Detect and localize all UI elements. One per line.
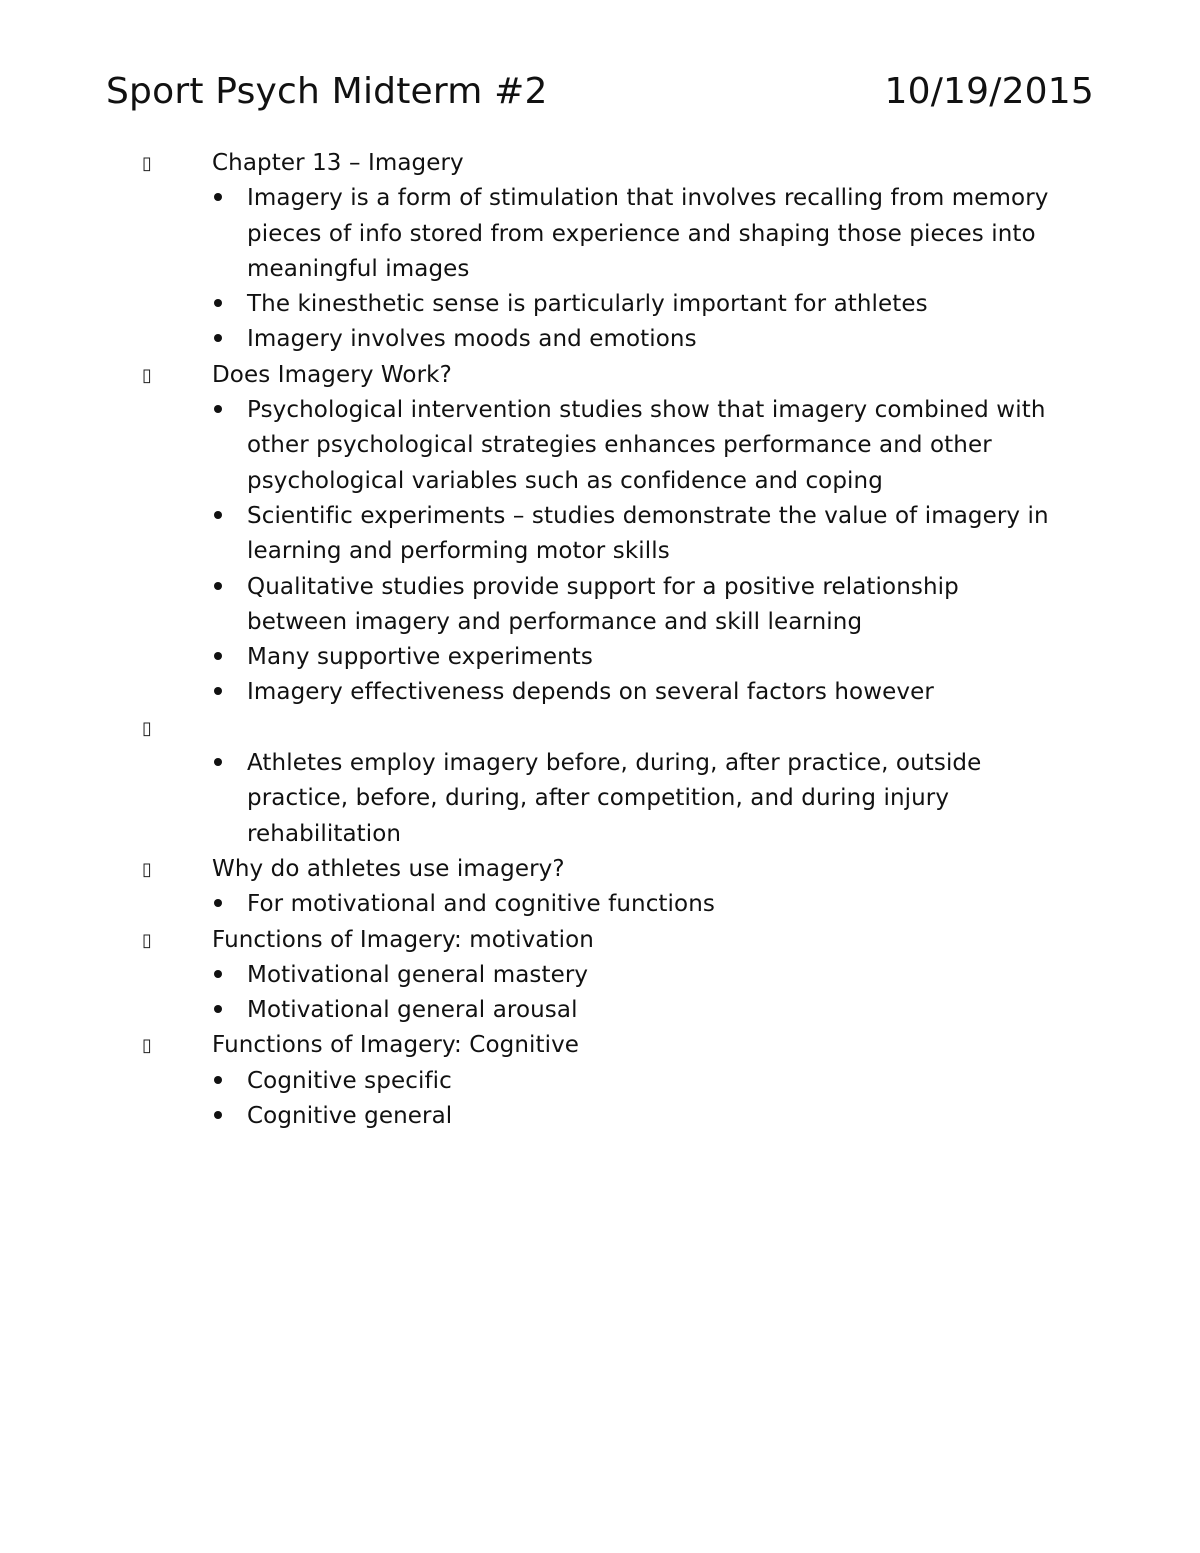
bullet-item (212, 570, 1100, 641)
bullet-item (212, 322, 1100, 357)
bullet-item (212, 993, 1100, 1028)
topic-label: Does Imagery Work? (212, 361, 452, 388)
missing-glyph-box-icon: ▯ (142, 153, 153, 174)
outline-topic (140, 852, 1100, 923)
bullet-dot-icon (214, 1111, 222, 1119)
bullet-item (212, 887, 1100, 922)
page-date: 10/19/2015 (884, 71, 1094, 112)
topic-label: Why do athletes use imagery? (212, 855, 565, 882)
bullet-dot-icon (214, 899, 222, 907)
bullet-text: Scientific experiments – studies demonstrate the value of imagery in learning and performing motor skills (247, 502, 1049, 565)
bullet-item (212, 499, 1100, 570)
bullet-dot-icon (214, 970, 222, 978)
bullet-text: For motivational and cognitive functions (247, 891, 715, 918)
topic-label: Functions of Imagery: motivation (212, 926, 594, 953)
bullet-list (212, 1064, 1100, 1135)
bullet-text: The kinesthetic sense is particularly important for athletes (247, 291, 928, 318)
outline (140, 146, 1100, 1134)
bullet-text: Motivational general mastery (247, 961, 589, 988)
bullet-text: Athletes employ imagery before, during, after practice, outside practice, before, during, after competition, and during injury rehabilitation (247, 750, 982, 847)
bullet-dot-icon (214, 405, 222, 413)
topic-label: Functions of Imagery: Cognitive (212, 1032, 580, 1059)
missing-glyph-box-icon: ▯ (142, 858, 153, 880)
bullet-text: Motivational general arousal (247, 997, 578, 1024)
bullet-text: Imagery involves moods and emotions (247, 326, 697, 353)
bullet-dot-icon (214, 652, 222, 660)
bullet-list (212, 393, 1100, 711)
outline-topic (140, 923, 1100, 1029)
bullet-item (212, 287, 1100, 322)
bullet-list (212, 746, 1100, 852)
bullet-dot-icon (214, 1005, 222, 1013)
bullet-text: Psychological intervention studies show that imagery combined with other psychological strategies enhances performance and other psychological variables such as confidence and coping (247, 397, 1046, 494)
page-title: Sport Psych Midterm #2 (106, 71, 548, 112)
bullet-text: Cognitive general (247, 1103, 453, 1130)
bullet-item (212, 181, 1100, 287)
bullet-dot-icon (214, 511, 222, 519)
bullet-item (212, 1099, 1100, 1134)
bullet-item (212, 393, 1100, 499)
bullet-dot-icon (214, 334, 222, 342)
bullet-item (212, 1064, 1100, 1099)
bullet-dot-icon (214, 687, 222, 695)
bullet-dot-icon (214, 582, 222, 590)
missing-glyph-box-icon: ▯ (142, 364, 153, 386)
bullet-dot-icon (214, 758, 222, 766)
bullet-text: Imagery effectiveness depends on several factors however (247, 679, 934, 706)
bullet-text: Cognitive specific (247, 1067, 452, 1094)
page-header (106, 68, 1094, 118)
bullet-dot-icon (214, 193, 222, 201)
bullet-text: Imagery is a form of stimulation that involves recalling from memory pieces of info stored from experience and shaping those pieces into meaningful images (247, 185, 1049, 282)
outline-topic (140, 711, 1100, 852)
bullet-item (212, 746, 1100, 852)
missing-glyph-box-icon: ▯ (142, 1035, 153, 1057)
bullet-list (212, 958, 1100, 1029)
topic-label (212, 711, 1100, 746)
outline-topic (140, 358, 1100, 711)
bullet-list (212, 181, 1100, 357)
topic-label: Chapter 13 – Imagery (212, 150, 464, 176)
bullet-item (212, 958, 1100, 993)
bullet-item (212, 640, 1100, 675)
bullet-text: Many supportive experiments (247, 644, 593, 671)
missing-glyph-box-icon: ▯ (142, 717, 153, 739)
missing-glyph-box-icon: ▯ (142, 929, 153, 951)
outline-topic (140, 146, 1100, 358)
outline-topic (140, 1028, 1100, 1134)
bullet-list (212, 887, 1100, 922)
bullet-text: Qualitative studies provide support for a positive relationship between imagery and performance and skill learning (247, 573, 959, 635)
bullet-dot-icon (214, 299, 222, 307)
bullet-dot-icon (214, 1076, 222, 1084)
bullet-item (212, 675, 1100, 710)
